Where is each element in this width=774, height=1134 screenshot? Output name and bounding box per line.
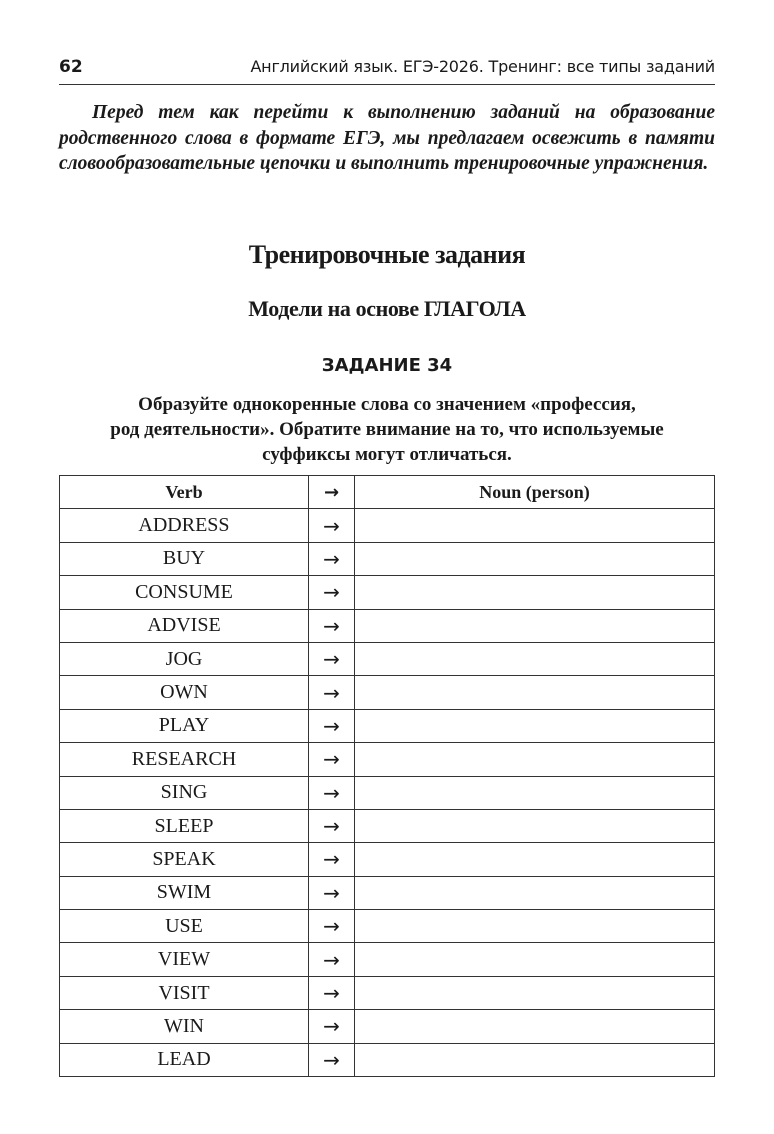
header-verb: Verb [60, 476, 309, 509]
table-row [60, 576, 715, 609]
noun-answer-cell[interactable] [355, 809, 715, 842]
verb-cell: VIEW [60, 943, 309, 976]
noun-answer-cell[interactable] [355, 776, 715, 809]
page-number: 62 [59, 57, 83, 77]
instruction-line: Образуйте однокоренные слова со значением «профессия, [138, 394, 636, 415]
noun-answer-cell[interactable] [355, 910, 715, 943]
verb-cell: VISIT [60, 976, 309, 1009]
task-title: ЗАДАНИЕ 34 [321, 355, 453, 376]
noun-answer-cell[interactable] [355, 976, 715, 1009]
verb-cell: USE [60, 910, 309, 943]
noun-answer-cell[interactable] [355, 709, 715, 742]
noun-answer-cell[interactable] [355, 609, 715, 642]
arrow-cell: → [309, 676, 355, 709]
subsection-title: Модели на основе ГЛАГОЛА [248, 296, 526, 321]
noun-answer-cell[interactable] [355, 676, 715, 709]
table-row [60, 809, 715, 842]
page-header [59, 54, 715, 85]
table-row [60, 876, 715, 909]
table-header-row [60, 476, 715, 509]
arrow-cell: → [309, 809, 355, 842]
header-arrow: → [309, 476, 355, 509]
table-row [60, 776, 715, 809]
arrow-cell: → [309, 943, 355, 976]
arrow-cell: → [309, 609, 355, 642]
noun-answer-cell[interactable] [355, 1010, 715, 1043]
table-row [60, 943, 715, 976]
arrow-cell: → [309, 910, 355, 943]
arrow-cell: → [309, 542, 355, 575]
table-row [60, 642, 715, 675]
verb-cell: ADDRESS [60, 509, 309, 542]
task-instructions [70, 392, 704, 467]
table-row [60, 509, 715, 542]
arrow-cell: → [309, 1010, 355, 1043]
noun-answer-cell[interactable] [355, 843, 715, 876]
verb-cell: PLAY [60, 709, 309, 742]
table-row [60, 743, 715, 776]
verb-cell: SPEAK [60, 843, 309, 876]
section-title: Тренировочные задания [248, 240, 526, 269]
noun-answer-cell[interactable] [355, 576, 715, 609]
noun-answer-cell[interactable] [355, 542, 715, 575]
noun-answer-cell[interactable] [355, 509, 715, 542]
verb-cell: WIN [60, 1010, 309, 1043]
table-row [60, 1043, 715, 1076]
table-row [60, 910, 715, 943]
instruction-line: род деятельности». Обратите внимание на то, что используемые [110, 419, 664, 440]
intro-paragraph: Перед тем как перейти к выполнению заданий на образование родственного слова в формате ЕГЭ, мы предлагаем освежить в памяти словообразовательные цепочки и выполнить тренировочные упражнения. [59, 102, 715, 174]
table-row [60, 542, 715, 575]
noun-answer-cell[interactable] [355, 743, 715, 776]
arrow-cell: → [309, 743, 355, 776]
header-noun: Noun (person) [355, 476, 715, 509]
arrow-cell: → [309, 843, 355, 876]
verb-cell: OWN [60, 676, 309, 709]
arrow-cell: → [309, 1043, 355, 1076]
verb-cell: LEAD [60, 1043, 309, 1076]
word-formation-table [59, 475, 715, 1077]
verb-cell: RESEARCH [60, 743, 309, 776]
arrow-cell: → [309, 642, 355, 675]
instruction-line: суффиксы могут отличаться. [262, 444, 512, 465]
noun-answer-cell[interactable] [355, 642, 715, 675]
arrow-cell: → [309, 509, 355, 542]
arrow-cell: → [309, 876, 355, 909]
running-title: Английский язык. ЕГЭ-2026. Тренинг: все типы заданий [250, 57, 715, 76]
noun-answer-cell[interactable] [355, 1043, 715, 1076]
verb-cell: CONSUME [60, 576, 309, 609]
arrow-cell: → [309, 576, 355, 609]
verb-cell: SING [60, 776, 309, 809]
table-row [60, 676, 715, 709]
arrow-cell: → [309, 976, 355, 1009]
verb-cell: ADVISE [60, 609, 309, 642]
arrow-cell: → [309, 776, 355, 809]
table-row [60, 976, 715, 1009]
verb-cell: BUY [60, 542, 309, 575]
noun-answer-cell[interactable] [355, 876, 715, 909]
verb-cell: SLEEP [60, 809, 309, 842]
noun-answer-cell[interactable] [355, 943, 715, 976]
table-row [60, 843, 715, 876]
table-row [60, 709, 715, 742]
arrow-cell: → [309, 709, 355, 742]
verb-cell: JOG [60, 642, 309, 675]
verb-cell: SWIM [60, 876, 309, 909]
table-row [60, 1010, 715, 1043]
table-row [60, 609, 715, 642]
